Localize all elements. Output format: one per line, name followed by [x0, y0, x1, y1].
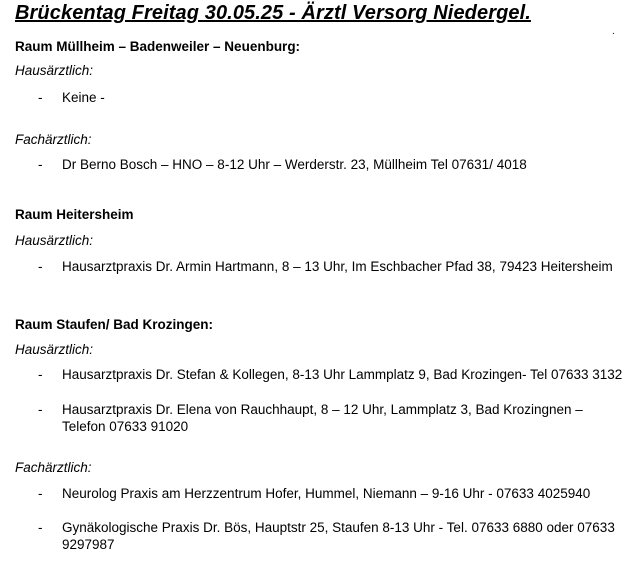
- category-hausaerztlich: Hausärztlich:: [15, 342, 94, 357]
- bullet-dash: -: [38, 157, 43, 172]
- category-fachaerztlich: Fachärztlich:: [15, 132, 92, 147]
- list-item: [38, 156, 623, 173]
- entry-text: Hausarztpraxis Dr. Elena von Rauchhaupt, 8 – 12 Uhr, Lammplatz 3, Bad Krozingnen – Telefon 07633 91020: [62, 402, 583, 434]
- entry-text: Gynäkologische Praxis Dr. Bös, Hauptstr 25, Staufen 8-13 Uhr - Tel. 07633 6880 oder 07633 9297987: [62, 520, 615, 552]
- category-fachaerztlich: Fachärztlich:: [15, 460, 92, 475]
- bullet-dash: -: [38, 402, 43, 417]
- list-item: [38, 519, 623, 553]
- list-item: [38, 258, 623, 275]
- entry-text: Dr Berno Bosch – HNO – 8-12 Uhr – Werderstr. 23, Müllheim Tel 07631/ 4018: [62, 157, 527, 172]
- list-item: [38, 366, 623, 383]
- bullet-dash: -: [38, 259, 43, 274]
- bullet-dash: -: [38, 520, 43, 535]
- entry-text: Hausarztpraxis Dr. Armin Hartmann, 8 – 13 Uhr, Im Eschbacher Pfad 38, 79423 Heitersheim: [62, 259, 613, 274]
- section-heading-muellheim: Raum Müllheim – Badenweiler – Neuenburg:: [15, 39, 301, 54]
- bullet-dash: -: [38, 367, 43, 382]
- list-item: [38, 485, 623, 502]
- bullet-dash: -: [38, 486, 43, 501]
- stray-mark: .: [612, 26, 615, 37]
- list-item: [38, 89, 623, 106]
- document-title: Brückentag Freitag 30.05.25 - Ärztl Versorg Niedergel.: [15, 2, 531, 24]
- section-heading-staufen: Raum Staufen/ Bad Krozingen:: [15, 317, 214, 332]
- category-hausaerztlich: Hausärztlich:: [15, 233, 94, 248]
- entry-text: Neurolog Praxis am Herzzentrum Hofer, Hummel, Niemann – 9-16 Uhr - 07633 4025940: [62, 486, 591, 501]
- entry-text: Hausarztpraxis Dr. Stefan & Kollegen, 8-13 Uhr Lammplatz 9, Bad Krozingen- Tel 07633 3132: [62, 367, 623, 382]
- section-heading-heitersheim: Raum Heitersheim: [15, 207, 134, 222]
- category-hausaerztlich: Hausärztlich:: [15, 63, 94, 78]
- entry-text: Keine -: [62, 90, 105, 105]
- list-item: [38, 401, 623, 435]
- bullet-dash: -: [38, 90, 43, 105]
